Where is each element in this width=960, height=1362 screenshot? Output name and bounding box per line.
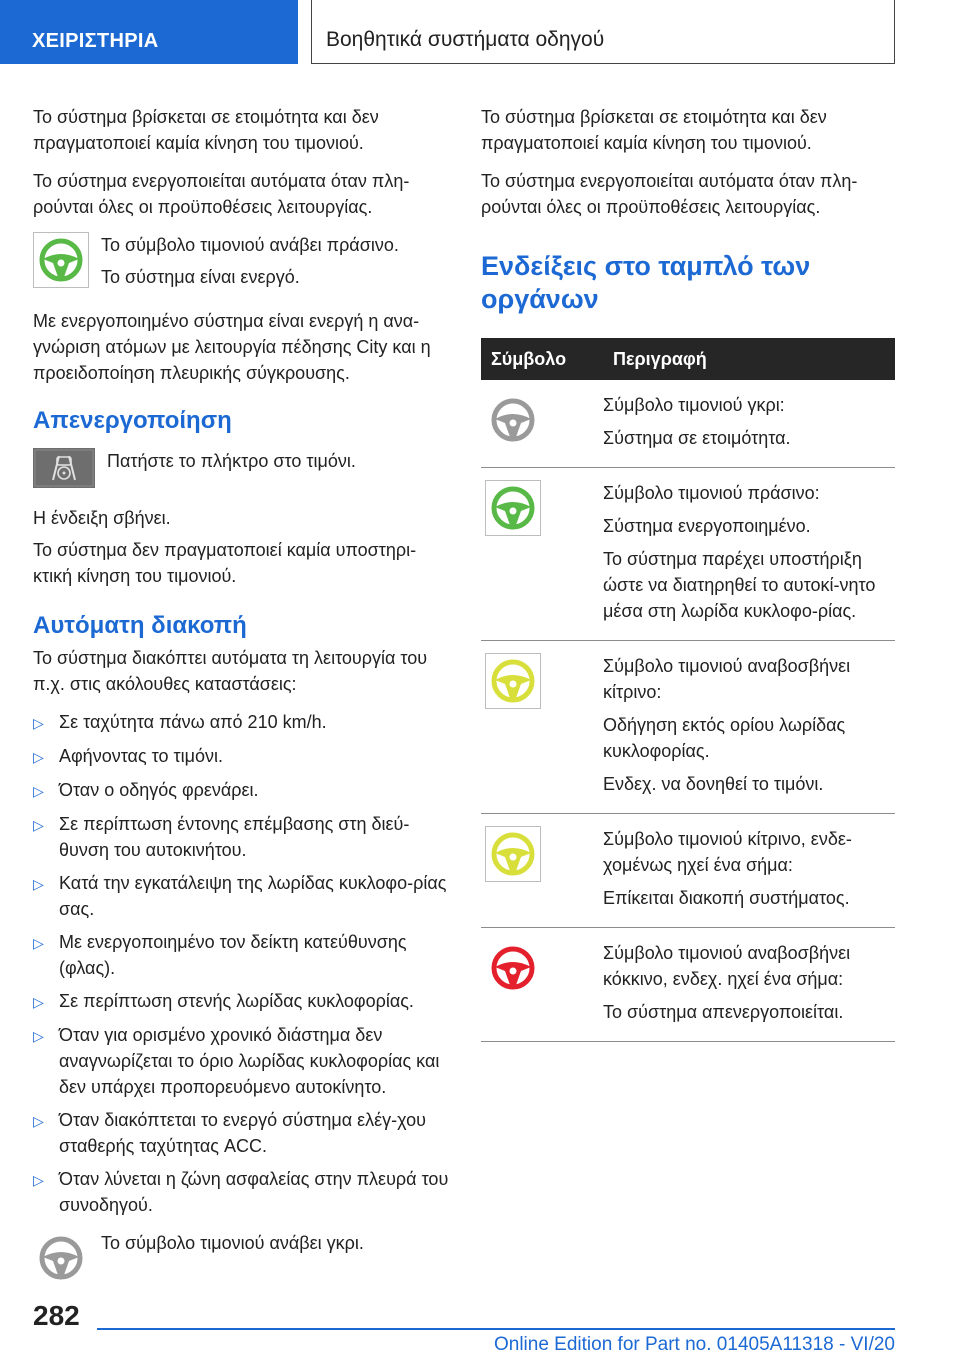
paragraph: Το σύμβολο τιμονιού ανάβει γκρι. [101,1233,364,1253]
table-cell-text: Οδήγηση εκτός ορίου λωρίδας κυκλοφορίας. [603,715,846,761]
indicator-table [481,338,895,1042]
paragraph: Το σύστημα είναι ενεργό. [101,267,300,287]
bullet-triangle-icon: ▷ [33,876,44,892]
table-cell-text: Το σύστημα απενεργοποιείται. [603,1002,844,1022]
table-cell-text: Το σύστημα παρέχει υποστήριξη ώστε να διατηρηθεί το αυτοκί‐νητο μέσα στη λωρίδα κυκλοφο‐ρίας. [603,549,876,621]
paragraph: Το σύστημα ενεργοποιείται αυτόματα όταν πλη‐ρούνται όλες οι προϋποθέσεις λειτουργίας. [33,171,410,217]
footer-divider [97,1328,895,1330]
bullet-triangle-icon: ▷ [33,817,44,833]
steering-wheel-green-icon [485,480,541,536]
page-number: 282 [33,1300,80,1331]
edition-link[interactable]: Online Edition for Part no. 01405A11318 - VI/20 [493,1334,895,1355]
bullet-triangle-icon: ▷ [33,935,44,951]
bullet-triangle-icon: ▷ [33,994,44,1010]
green-indicator-note [33,232,453,296]
steering-wheel-gray-icon [33,1230,89,1291]
table-row [481,468,895,641]
lane-assist-button-icon [33,448,95,493]
right-column [481,104,895,1042]
list-item: ▷ Κατά την εγκατάλειψη της λωρίδας κυκλοφο‐ρίας σας. [33,870,453,922]
column-header-symbol: Σύμβολο [481,338,603,380]
steering-wheel-gray-icon [485,392,541,448]
paragraph: Η ένδειξη σβήνει. [33,508,171,528]
table-cell-text: Σύμβολο τιμονιού κίτρινο, ενδε‐χομένως ηχεί ένα σήμα: [603,829,852,875]
column-header-description: Περιγραφή [603,338,895,380]
list-item: ▷ Όταν διακόπτεται το ενεργό σύστημα ελέγ‐χου σταθερής ταχύτητας ACC. [33,1107,453,1159]
table-header-row [481,338,895,380]
table-cell-text: Σύμβολο τιμονιού αναβοσβήνει κίτρινο: [603,656,851,702]
list-item: ▷ Όταν ο οδηγός φρενάρει. [33,777,453,804]
table-cell-text: Σύμβολο τιμονιού γκρι: [603,395,785,415]
steering-wheel-yellow-icon [485,653,541,709]
paragraph: Το σύμβολο τιμονιού ανάβει πράσινο. [101,235,399,255]
paragraph: Το σύστημα βρίσκεται σε ετοιμότητα και δεν πραγματοποιεί καμία κίνηση του τιμονιού. [33,107,379,153]
table-cell-text: Σύμβολο τιμονιού πράσινο: [603,483,820,503]
steering-wheel-green-icon [33,232,89,293]
table-cell-text: Επίκειται διακοπή συστήματος. [603,888,850,908]
heading-indicators: Ενδείξεις στο ταμπλό των οργάνων [481,251,811,314]
paragraph: Το σύστημα διακόπτει αυτόματα τη λειτουργία του π.χ. στις ακόλουθες καταστάσεις: [33,648,428,694]
table-row [481,641,895,814]
table-row [481,814,895,928]
bullet-triangle-icon: ▷ [33,715,44,731]
gray-indicator-note [33,1230,453,1291]
bullet-triangle-icon: ▷ [33,1113,44,1129]
interrupt-conditions-list [33,709,453,1218]
chapter-title: Βοηθητικά συστήματα οδηγού [311,0,895,64]
table-row [481,928,895,1042]
paragraph: Πατήστε το πλήκτρο στο τιμόνι. [107,451,356,471]
bullet-triangle-icon: ▷ [33,1172,44,1188]
bullet-triangle-icon: ▷ [33,749,44,765]
list-item: ▷ Όταν λύνεται η ζώνη ασφαλείας στην πλευρά του συνοδηγού. [33,1166,453,1218]
table-cell-text: Σύμβολο τιμονιού αναβοσβήνει κόκκινο, ενδεχ. ηχεί ένα σήμα: [603,943,851,989]
steering-wheel-yellow-icon [485,826,541,882]
section-tab: ΧΕΙΡΙΣΤΗΡΙΑ [0,0,298,64]
list-item: ▷ Με ενεργοποιημένο τον δείκτη κατεύθυνσης (φλας). [33,929,453,981]
bullet-triangle-icon: ▷ [33,783,44,799]
heading-auto-interrupt: Αυτόματη διακοπή [33,612,247,639]
list-item: ▷ Σε ταχύτητα πάνω από 210 km/h. [33,709,453,736]
list-item: ▷ Σε περίπτωση έντονης επέμβασης στη διεύ‐θυνση του αυτοκινήτου. [33,811,453,863]
table-cell-text: Σύστημα ενεργοποιημένο. [603,516,811,536]
paragraph: Το σύστημα ενεργοποιείται αυτόματα όταν πλη‐ρούνται όλες οι προϋποθέσεις λειτουργίας. [481,171,858,217]
list-item: ▷ Όταν για ορισμένο χρονικό διάστημα δεν αναγνωρίζεται το όριο λωρίδας κυκλοφορίας και δεν υπάρχει προπορευόμενο αυτοκίνητο. [33,1022,453,1100]
paragraph: Με ενεργοποιημένο σύστημα είναι ενεργή η ανα‐γνώριση ατόμων με λειτουργία πέδησης City και η προειδοποίηση πλευρικής σύγκρουσης. [33,311,431,383]
heading-deactivation: Απενεργοποίηση [33,407,232,434]
page-header [0,0,960,66]
table-row [481,380,895,468]
paragraph: Το σύστημα βρίσκεται σε ετοιμότητα και δεν πραγματοποιεί καμία κίνηση του τιμονιού. [481,107,827,153]
bullet-triangle-icon: ▷ [33,1028,44,1044]
list-item: ▷ Σε περίπτωση στενής λωρίδας κυκλοφορίας. [33,988,453,1015]
list-item: ▷ Αφήνοντας το τιμόνι. [33,743,453,770]
table-cell-text: Σύστημα σε ετοιμότητα. [603,428,791,448]
left-column [33,104,453,1303]
steering-wheel-red-icon [485,940,541,996]
paragraph: Το σύστημα δεν πραγματοποιεί καμία υποστηρι‐κτική κίνηση του τιμονιού. [33,540,417,586]
table-cell-text: Ενδεχ. να δονηθεί το τιμόνι. [603,774,824,794]
button-note [33,448,453,493]
